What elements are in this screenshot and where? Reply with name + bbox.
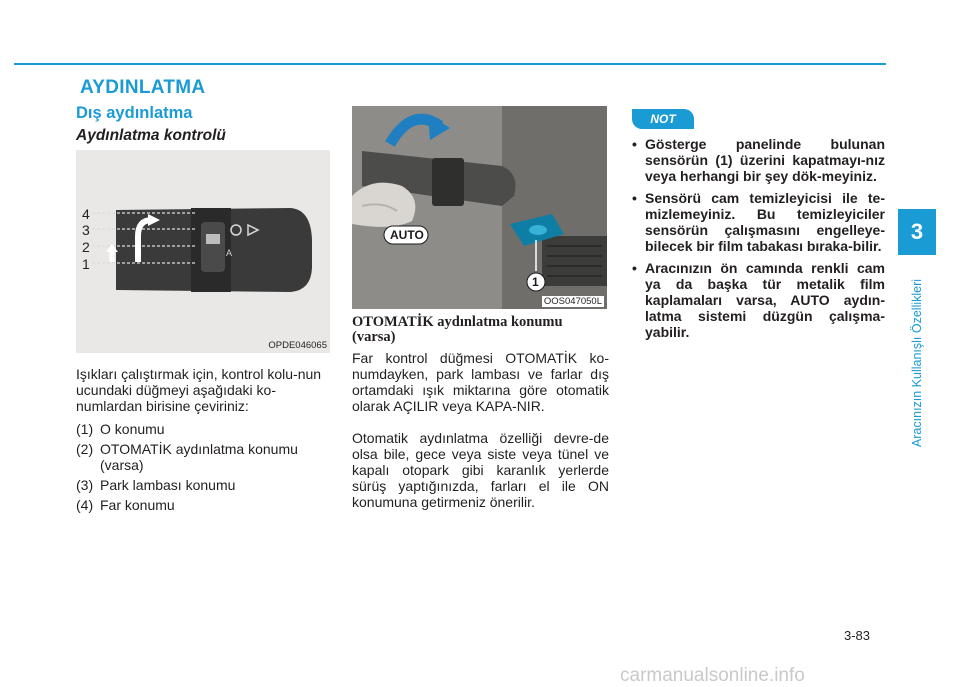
intro-paragraph: Işıkları çalıştırmak için, kontrol kolu-nun ucundaki düğmeyi aşağıdaki ko-numlardan birisine çeviriniz: bbox=[76, 366, 322, 414]
position-label-2: 2 bbox=[82, 239, 90, 255]
note-item: • Sensörü cam temizleyicisi ile te-mizlemeyiniz. Bu temizleyiciler sensörün çalışmasını engelleye-bilecek bir film tabakası bırakа-bilir. bbox=[632, 190, 885, 254]
column-1-text bbox=[76, 366, 334, 517]
list-text: O konumu bbox=[100, 421, 165, 437]
sub-title: Dış aydınlatma bbox=[76, 104, 193, 122]
list-number: (3) bbox=[76, 477, 94, 493]
chapter-title: Aracınızın Kullanışlı Özellikleri bbox=[910, 278, 924, 448]
paragraph: Otomatik aydınlatma özelliği devre-de olsa bile, gece veya siste veya tünel ve kapalı otopark gibi karanlık yerlerde sürüş yaptığınızda, farları el ile ON konumuna getirmeniz önerilir. bbox=[352, 430, 609, 510]
list-text: OTOMATİK aydınlatma konumu bbox=[100, 441, 298, 457]
figure-code: OPDE046065 bbox=[268, 340, 327, 351]
list-item bbox=[76, 421, 334, 437]
auto-sensor-illustration bbox=[352, 106, 607, 309]
top-rule bbox=[14, 63, 886, 65]
paragraph: Far kontrol düğmesi OTOMATİK ko-numdayken, park lambası ve farlar dış ortamdaki ışık miktarına göre otomatik olarak AÇILIR veya KAPA-NIR. bbox=[352, 350, 609, 414]
column-2-text bbox=[352, 350, 609, 526]
figure-code: OOS047050L bbox=[543, 296, 602, 307]
position-label-4: 4 bbox=[82, 206, 90, 222]
list-item bbox=[76, 441, 334, 473]
list-item bbox=[76, 477, 334, 493]
figure-auto-sensor bbox=[352, 106, 607, 309]
note-item: • Aracınızın ön camında renkli cam ya da başka tür metalik film kaplamaları varsa, AUTO aydın-latma sistemi düzgün çalışma-yabilir. bbox=[632, 260, 885, 340]
auto-light-heading: OTOMATİK aydınlatma konumu (varsa) bbox=[352, 314, 563, 345]
position-label-1: 1 bbox=[82, 256, 90, 272]
svg-text:A: A bbox=[226, 248, 233, 258]
sensor-marker: 1 bbox=[532, 275, 539, 289]
section-title: AYDINLATMA bbox=[80, 77, 206, 98]
list-text-continuation: (varsa) bbox=[100, 457, 144, 473]
light-switch-illustration bbox=[76, 150, 330, 353]
note-item: • Gösterge panelinde bulunan sensörün (1) üzerini kapatmayı-nız veya herhangi bir şey dök-meyiniz. bbox=[632, 136, 885, 184]
list-number: (2) bbox=[76, 441, 94, 457]
sub-sub-title: Aydınlatma kontrolü bbox=[76, 127, 226, 144]
position-label-3: 3 bbox=[82, 222, 90, 238]
auto-label: AUTO bbox=[390, 228, 424, 242]
page-number: 3-83 bbox=[844, 628, 871, 643]
list-text: Park lambası konumu bbox=[100, 477, 236, 493]
note-list bbox=[632, 136, 885, 346]
list-number: (1) bbox=[76, 421, 94, 437]
note-badge: NOT bbox=[632, 109, 694, 129]
list-number: (4) bbox=[76, 497, 94, 513]
list-item bbox=[76, 497, 334, 513]
chapter-side-label bbox=[906, 268, 928, 458]
watermark: carmanualsonline.info bbox=[620, 665, 805, 686]
figure-light-switch bbox=[76, 150, 330, 353]
chapter-tab: 3 bbox=[898, 209, 936, 255]
list-text: Far konumu bbox=[100, 497, 175, 513]
